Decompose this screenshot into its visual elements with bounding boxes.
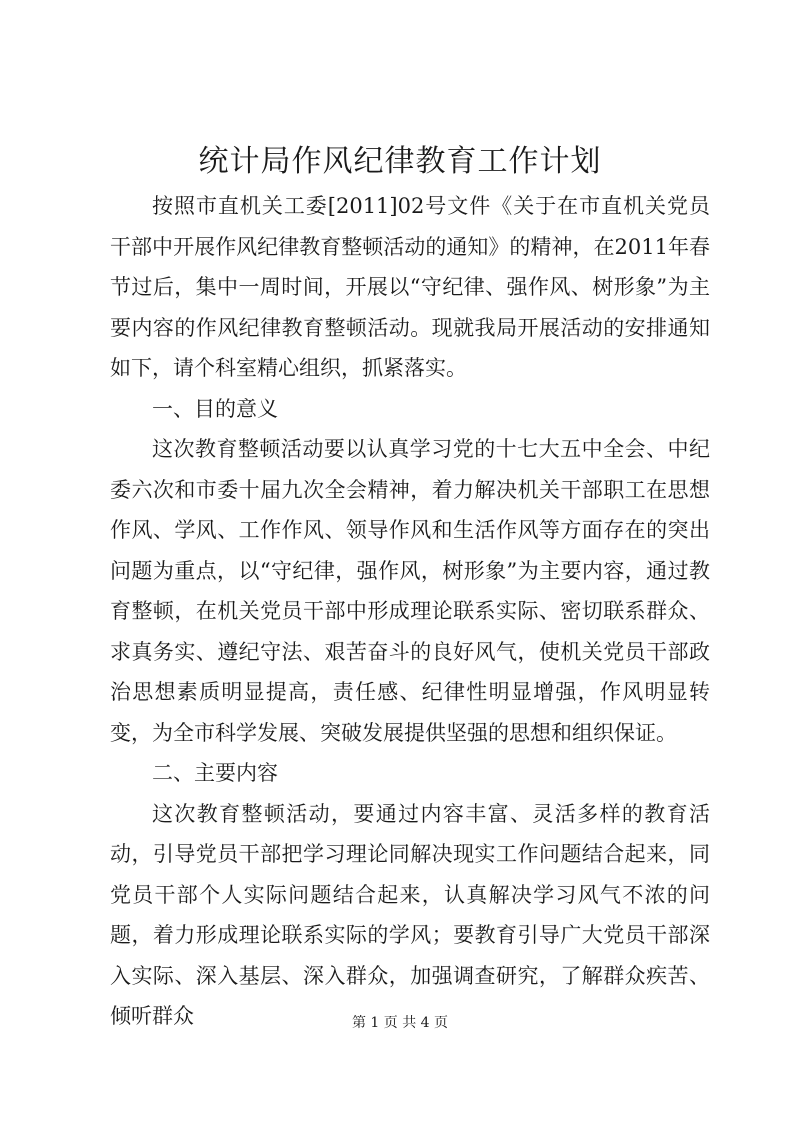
heading-purpose: 一、目的意义 (152, 396, 278, 421)
paragraph-content: 这次教育整顿活动，要通过内容丰富、灵活多样的教育活动，引导党员干部把学习理论同解决现实工作问题结合起来，同党员干部个人实际问题结合起来，认真解决学习风气不浓的问题，着力形成理论联系实际的学风；要教育引导广大党员干部深入实际、深入基层、深入群众，加强调查研究，了解群众疾苦、倾听群众 (110, 801, 710, 1028)
paragraph-intro: 按照市直机关工委[2011]02号文件《关于在市直机关党员干部中开展作风纪律教育整顿活动的通知》的精神，在2011年春节过后，集中一周时间，开展以“守纪律、强作风、树形象”为主要内容的作风纪律教育整顿活动。现就我局开展活动的安排通知如下，请个科室精心组织，抓紧落实。 (110, 194, 710, 380)
page-number-footer: 第 1 页 共 4 页 (351, 1015, 449, 1031)
document-body (110, 186, 710, 1037)
paragraph-purpose: 这次教育整顿活动要以认真学习党的十七大五中全会、中纪委六次和市委十届九次全会精神，着力解决机关干部职工在思想作风、学风、工作作风、领导作风和生活作风等方面存在的突出问题为重点，以“守纪律，强作风，树形象”为主要内容，通过教育整顿，在机关党员干部中形成理论联系实际、密切联系群众、求真务实、遵纪守法、艰苦奋斗的良好风气，使机关党员干部政治思想素质明显提高，责任感、纪律性明显增强，作风明显转变，为全市科学发展、突破发展提供坚强的思想和组织保证。 (110, 437, 710, 745)
document-title: 统计局作风纪律教育工作计划 (198, 144, 602, 179)
heading-content: 二、主要内容 (152, 761, 278, 785)
